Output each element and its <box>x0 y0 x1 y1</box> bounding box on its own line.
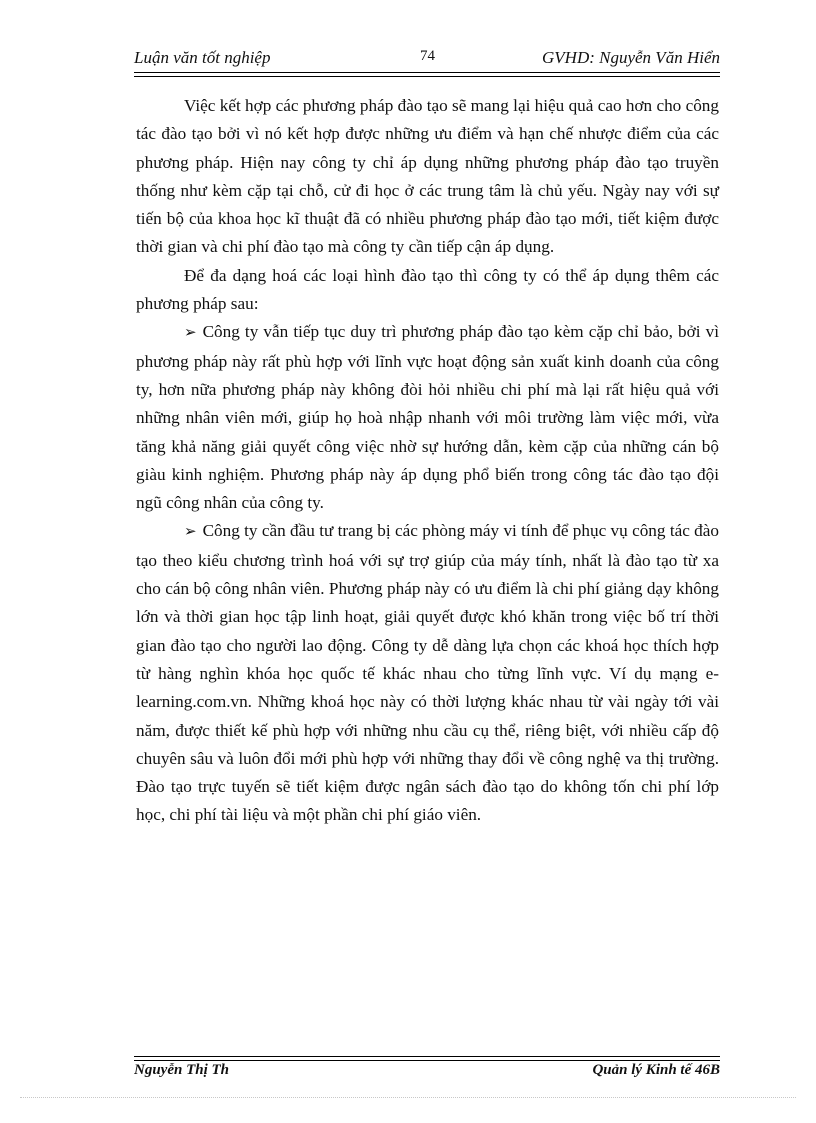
body-text <box>136 92 719 830</box>
page-boundary <box>20 1097 796 1098</box>
bullet-item <box>136 318 719 517</box>
supervisor-label: GVHD: Nguyễn Văn Hiển <box>542 48 720 67</box>
page-footer <box>134 1062 720 1084</box>
bullet-item <box>136 517 719 829</box>
page-number: 74 <box>420 48 435 64</box>
thesis-label: Luận văn tốt nghiệp <box>134 48 271 67</box>
author-name: Nguyễn Thị Th <box>134 1062 230 1078</box>
bullet-text: Công ty vẫn tiếp tục duy trì phương pháp đào tạo kèm cặp chỉ bảo, bởi vì phương pháp này rất phù hợp với lĩnh vực hoạt động sản xuất kinh doanh của công ty, hơn nữa phương pháp này không đòi hỏi nhiều chi phí mà lại rất hiệu quả với những nhân viên mới, giúp họ hoà nhập nhanh với môi trường làm việc mới, vừa tăng khả năng giải quyết công việc nhờ sự hướng dẫn, kèm cặp của những cán bộ giàu kinh nghiệm. Phương pháp này áp dụng phổ biến trong công tác đào tạo đội ngũ công nhân của công ty. <box>136 322 719 513</box>
header-rule <box>134 72 720 77</box>
paragraph: Để đa dạng hoá các loại hình đào tạo thì công ty có thể áp dụng thêm các phương pháp sau: <box>136 265 719 314</box>
bullet-text: Công ty cần đầu tư trang bị các phòng máy vi tính để phục vụ công tác đào tạo theo kiểu chương trình hoá với sự trợ giúp của máy tính, nhất là đào tạo từ xa cho cán bộ công nhân viên. Phương pháp này có ưu điểm là chi phí giảng dạy không lớn và thời gian học tập linh hoạt, giải quyết được khó khăn trong việc bố trí thời gian đào tạo cho người lao động. Công ty dễ dàng lựa chọn các khoá học thích hợp từ hàng nghìn khóa học quốc tế khác nhau cho từng lĩnh vực. Ví dụ mạng e-learning.com.vn. Những khoá học này có thời lượng khác nhau từ vài ngày tới vài năm, được thiết kế phù hợp với những nhu cầu cụ thể, riêng biệt, với nhiều cấp độ chuyên sâu và luôn đổi mới phù hợp với những thay đổi về công nghệ va thị trường. Đào tạo trực tuyến sẽ tiết kiệm được ngân sách đào tạo do không tốn chi phí lớp học, chi phí tài liệu và một phần chi phí giáo viên. <box>136 521 719 825</box>
page-header <box>134 48 720 72</box>
footer-rule <box>134 1056 720 1061</box>
arrow-bullet-icon: ➢ <box>184 524 197 541</box>
class-label: Quản lý Kinh tế 46B <box>592 1062 720 1078</box>
paragraph: Việc kết hợp các phương pháp đào tạo sẽ mang lại hiệu quả cao hơn cho công tác đào tạo bởi vì nó kết hợp được những ưu điểm và hạn chế nhược điểm của các phương pháp. Hiện nay công ty chỉ áp dụng những phương pháp đào tạo truyền thống như kèm cặp tại chỗ, cử đi học ở các trung tâm là chủ yếu. Ngày nay với sự tiến bộ của khoa học kĩ thuật đã có nhiều phương pháp đào tạo mới, tiết kiệm được thời gian và chi phí đào tạo mà công ty cần tiếp cận áp dụng. <box>136 96 719 257</box>
arrow-bullet-icon: ➢ <box>184 325 197 342</box>
